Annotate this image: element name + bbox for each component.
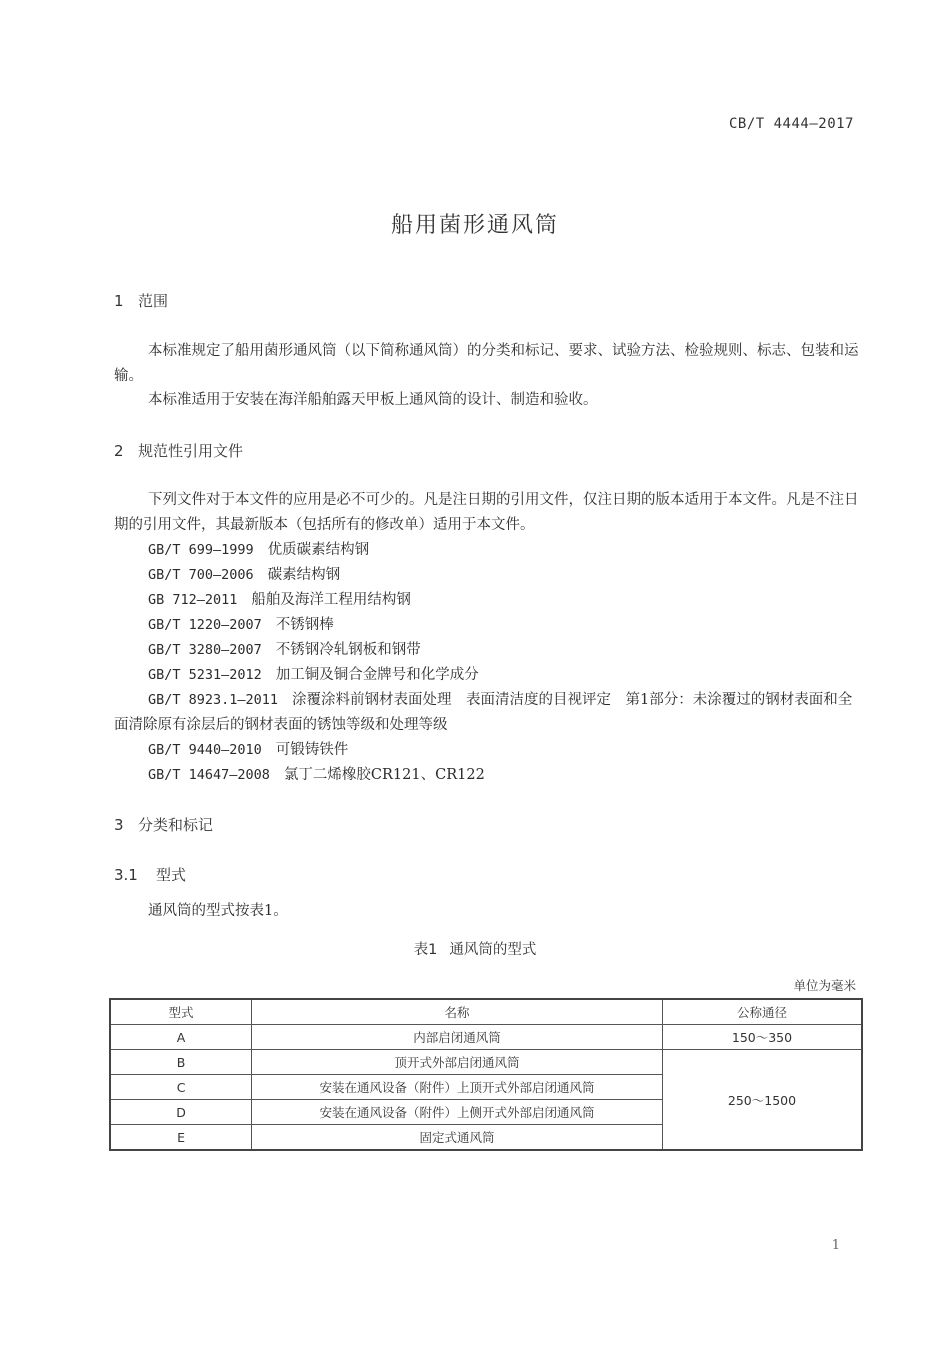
standard-code: CB/T 4444—2017 [728,116,854,132]
ventilator-types-table [109,998,863,1151]
section-number: 3 [114,816,124,834]
section-3-1-text: 通风筒的型式按表1。 [148,903,288,919]
section-1-paragraph-2: 本标准适用于安装在海洋船舶露天甲板上通风筒的设计、制造和验收。 [148,392,598,408]
section-2-intro: 下列文件对于本文件的应用是必不可少的。凡是注日期的引用文件，仅注日期的版本适用于本文件。凡是不注日期的引用文件，其最新版本（包括所有的修改单）适用于本文件。 [114,492,859,533]
cell-name: 顶开式外部启闭通风筒 [252,1050,663,1075]
section-2-heading [114,440,243,461]
reference-name: 涂覆涂料前钢材表面处理 表面清洁度的目视评定 第1部分：未涂覆过的钢材表面和全面清除原有涂层后的钢材表面的锈蚀等级和处理等级 [114,692,853,733]
document-title: 船用菌形通风筒 [390,213,559,238]
reference-code: GB/T 9440—2010 [148,742,262,758]
table-title: 通风筒的型式 [449,942,537,958]
section-title: 范围 [138,292,169,310]
cell-name: 安装在通风设备（附件）上侧开式外部启闭通风筒 [252,1100,663,1125]
reference-name: 船舶及海洋工程用结构钢 [251,592,411,608]
table-row [110,1050,862,1075]
section-3-1-heading [114,864,186,885]
table-number: 表1 [413,942,438,958]
section-title: 分类和标记 [138,816,214,834]
reference-item [148,638,421,663]
header-type: 型式 [110,999,252,1025]
cell-type: A [110,1025,252,1050]
reference-item [148,738,348,763]
reference-name: 不锈钢冷轧钢板和钢带 [275,642,421,658]
reference-item [148,538,369,563]
table-header-row [110,999,862,1025]
section-number: 3.1 [114,866,138,884]
reference-item [114,688,859,738]
reference-name: 可锻铸铁件 [275,742,349,758]
reference-code: GB/T 8923.1—2011 [148,692,279,708]
reference-name: 不锈钢棒 [275,617,334,633]
reference-code: GB/T 700—2006 [148,567,254,583]
section-number: 1 [114,292,124,310]
reference-item [148,563,340,588]
reference-item [148,588,411,613]
table-row [110,1025,862,1050]
section-title: 型式 [156,866,187,884]
cell-type: C [110,1075,252,1100]
header-nominal-diameter: 公称通径 [662,999,862,1025]
cell-type: E [110,1125,252,1151]
cell-name: 安装在通风设备（附件）上顶开式外部启闭通风筒 [252,1075,663,1100]
reference-code: GB/T 1220—2007 [148,617,262,633]
table-caption [0,938,950,959]
header-name: 名称 [252,999,663,1025]
reference-name: 氯丁二烯橡胶CR121、CR122 [283,767,485,783]
section-1-paragraph-1: 本标准规定了船用菌形通风筒（以下简称通风筒）的分类和标记、要求、试验方法、检验规则、标志、包装和运输。 [114,343,859,384]
reference-code: GB 712—2011 [148,592,238,608]
reference-item [148,763,485,788]
reference-item [148,663,479,688]
reference-code: GB/T 699—1999 [148,542,254,558]
reference-code: GB/T 5231—2012 [148,667,262,683]
table-unit-note: 单位为毫米 [793,978,856,993]
section-title: 规范性引用文件 [138,442,244,460]
cell-type: D [110,1100,252,1125]
reference-code: GB/T 3280—2007 [148,642,262,658]
section-3-heading [114,814,213,835]
reference-name: 优质碳素结构钢 [267,542,370,558]
page-number: 1 [831,1238,840,1253]
reference-code: GB/T 14647—2008 [148,767,270,783]
reference-name: 加工铜及铜合金牌号和化学成分 [275,667,479,683]
reference-name: 碳素结构钢 [267,567,341,583]
cell-nominal-diameter: 250～1500 [662,1050,862,1151]
cell-name: 固定式通风筒 [252,1125,663,1151]
section-1-heading [114,290,168,311]
reference-item [148,613,334,638]
cell-name: 内部启闭通风筒 [252,1025,663,1050]
section-number: 2 [114,442,124,460]
cell-nominal-diameter: 150～350 [662,1025,862,1050]
cell-type: B [110,1050,252,1075]
